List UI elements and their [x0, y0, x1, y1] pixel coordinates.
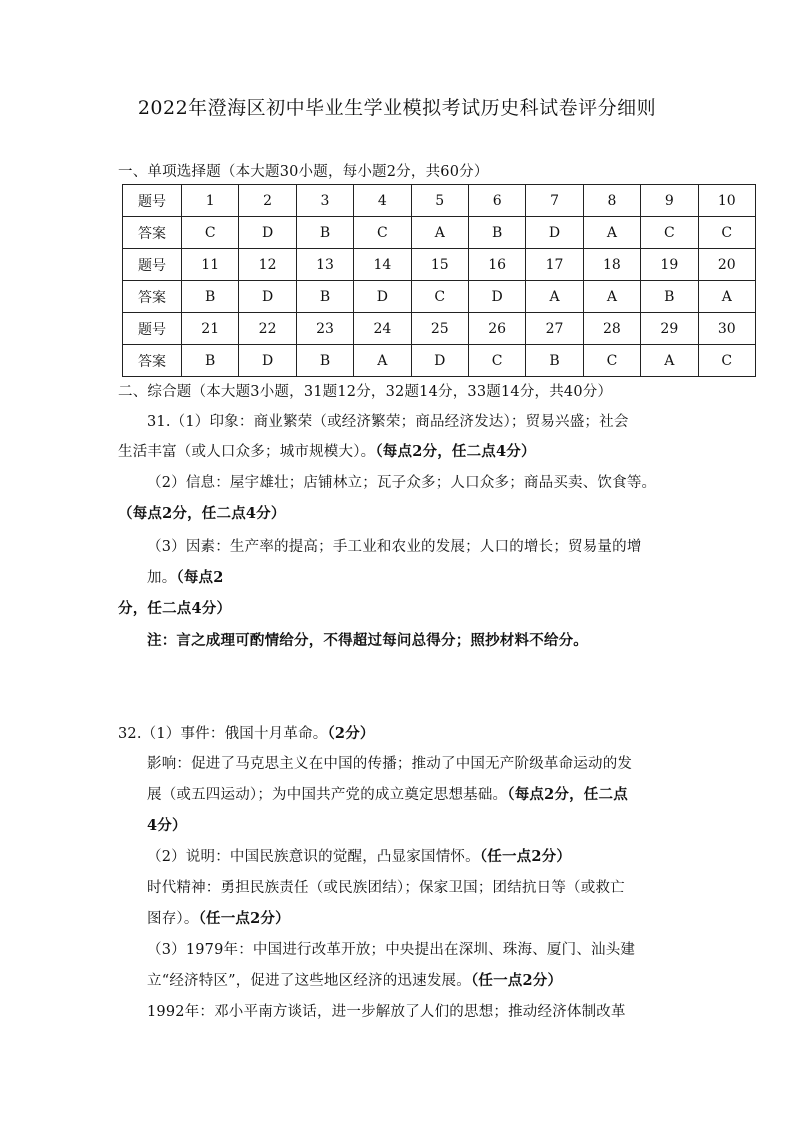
table-row	[123, 281, 756, 313]
table-cell: 21	[182, 313, 239, 345]
table-cell: 16	[468, 249, 525, 281]
table-cell: B	[182, 345, 239, 377]
table-cell: A	[411, 217, 468, 249]
table-cell: 10	[698, 185, 755, 217]
table-cell: 5	[411, 185, 468, 217]
table-cell: C	[354, 217, 411, 249]
table-cell: 8	[583, 185, 640, 217]
table-cell: A	[641, 345, 698, 377]
answer-table	[122, 184, 756, 377]
row-label-cell: 题号	[123, 313, 182, 345]
answer-line: 4分）	[147, 817, 187, 834]
table-cell: C	[641, 217, 698, 249]
answer-line: （3）1979年：中国进行改革开放；中央提出在深圳、珠海、厦门、汕头建	[147, 942, 636, 958]
table-cell: 15	[411, 249, 468, 281]
table-cell: A	[526, 281, 583, 313]
table-cell: B	[296, 281, 353, 313]
table-cell: 27	[526, 313, 583, 345]
table-cell: 17	[526, 249, 583, 281]
answer-line: （每点2分，任二点4分）	[118, 505, 286, 522]
table-cell: A	[583, 217, 640, 249]
page-title: 2022年澄海区初中毕业生学业模拟考试历史科试卷评分细则	[137, 97, 657, 119]
table-cell: B	[296, 217, 353, 249]
table-cell: 30	[698, 313, 755, 345]
table-row	[123, 217, 756, 249]
table-cell: 1	[182, 185, 239, 217]
table-cell: C	[468, 345, 525, 377]
answer-line: （3）因素：生产率的提高；手工业和农业的发展；人口的增长；贸易量的增	[147, 539, 642, 555]
table-cell: B	[468, 217, 525, 249]
table-cell: B	[296, 345, 353, 377]
table-row	[123, 249, 756, 281]
table-cell: 13	[296, 249, 353, 281]
table-cell: D	[239, 281, 296, 313]
table-cell: 4	[354, 185, 411, 217]
table-cell: 6	[468, 185, 525, 217]
answer-line: 立“经济特区”，促进了这些地区经济的迅速发展。（任一点2分）	[147, 972, 563, 989]
table-cell: 20	[698, 249, 755, 281]
table-cell: 23	[296, 313, 353, 345]
table-cell: C	[411, 281, 468, 313]
table-cell: D	[411, 345, 468, 377]
answer-line: 31.（1）印象：商业繁荣（或经济繁荣；商品经济发达）；贸易兴盛；社会	[147, 414, 629, 430]
table-cell: 9	[641, 185, 698, 217]
row-label-cell: 答案	[123, 217, 182, 249]
row-label-cell: 答案	[123, 281, 182, 313]
table-cell: 22	[239, 313, 296, 345]
table-cell: 19	[641, 249, 698, 281]
table-cell: 28	[583, 313, 640, 345]
table-cell: B	[641, 281, 698, 313]
answer-line: 展（或五四运动）；为中国共产党的成立奠定思想基础。（每点2分，任二点	[147, 786, 628, 803]
table-cell: D	[354, 281, 411, 313]
table-cell: D	[468, 281, 525, 313]
table-cell: D	[239, 345, 296, 377]
table-cell: C	[583, 345, 640, 377]
table-cell: D	[239, 217, 296, 249]
table-cell: 26	[468, 313, 525, 345]
table-cell: 12	[239, 249, 296, 281]
table-cell: A	[354, 345, 411, 377]
table-cell: B	[526, 345, 583, 377]
table-cell: 25	[411, 313, 468, 345]
section2-heading: 二、综合题（本大题3小题，31题12分，32题14分，33题14分，共40分）	[118, 384, 613, 400]
answer-line: 32.（1）事件：俄国十月革命。（2分）	[118, 725, 375, 742]
table-cell: 7	[526, 185, 583, 217]
row-label-cell: 答案	[123, 345, 182, 377]
table-cell: 24	[354, 313, 411, 345]
answer-line: （2）信息：屋宇雄壮；店铺林立；瓦子众多；人口众多；商品买卖、饮食等。	[147, 475, 657, 491]
answer-line: 生活丰富（或人口众多；城市规模大）。（每点2分，任二点4分）	[118, 443, 536, 460]
table-cell: 29	[641, 313, 698, 345]
answer-line: （2）说明：中国民族意识的觉醒，凸显家国情怀。（任一点2分）	[147, 848, 572, 865]
row-label-cell: 题号	[123, 249, 182, 281]
table-cell: 18	[583, 249, 640, 281]
row-label-cell: 题号	[123, 185, 182, 217]
answer-line: 加。（每点2	[147, 569, 224, 586]
table-row	[123, 313, 756, 345]
table-cell: 2	[239, 185, 296, 217]
table-cell: D	[526, 217, 583, 249]
table-row	[123, 185, 756, 217]
table-cell: A	[698, 281, 755, 313]
table-cell: A	[583, 281, 640, 313]
table-cell: 11	[182, 249, 239, 281]
table-cell: C	[182, 217, 239, 249]
answer-line: 分，任二点4分）	[118, 600, 232, 617]
table-cell: 3	[296, 185, 353, 217]
table-cell: 14	[354, 249, 411, 281]
grading-note: 注：言之成理可酌情给分，不得超过每问总得分；照抄材料不给分。	[147, 632, 588, 649]
answer-line: 1992年：邓小平南方谈话，进一步解放了人们的思想；推动经济体制改革	[147, 1004, 626, 1020]
section1-heading: 一、单项选择题（本大题30小题，每小题2分，共60分）	[118, 164, 489, 180]
table-cell: B	[182, 281, 239, 313]
answer-line: 图存）。（任一点2分）	[147, 910, 290, 927]
answer-line: 影响：促进了马克思主义在中国的传播；推动了中国无产阶级革命运动的发	[147, 756, 633, 772]
table-cell: C	[698, 345, 755, 377]
answer-line: 时代精神：勇担民族责任（或民族团结）；保家卫国；团结抗日等（或救亡	[147, 880, 625, 896]
table-row	[123, 345, 756, 377]
table-cell: C	[698, 217, 755, 249]
